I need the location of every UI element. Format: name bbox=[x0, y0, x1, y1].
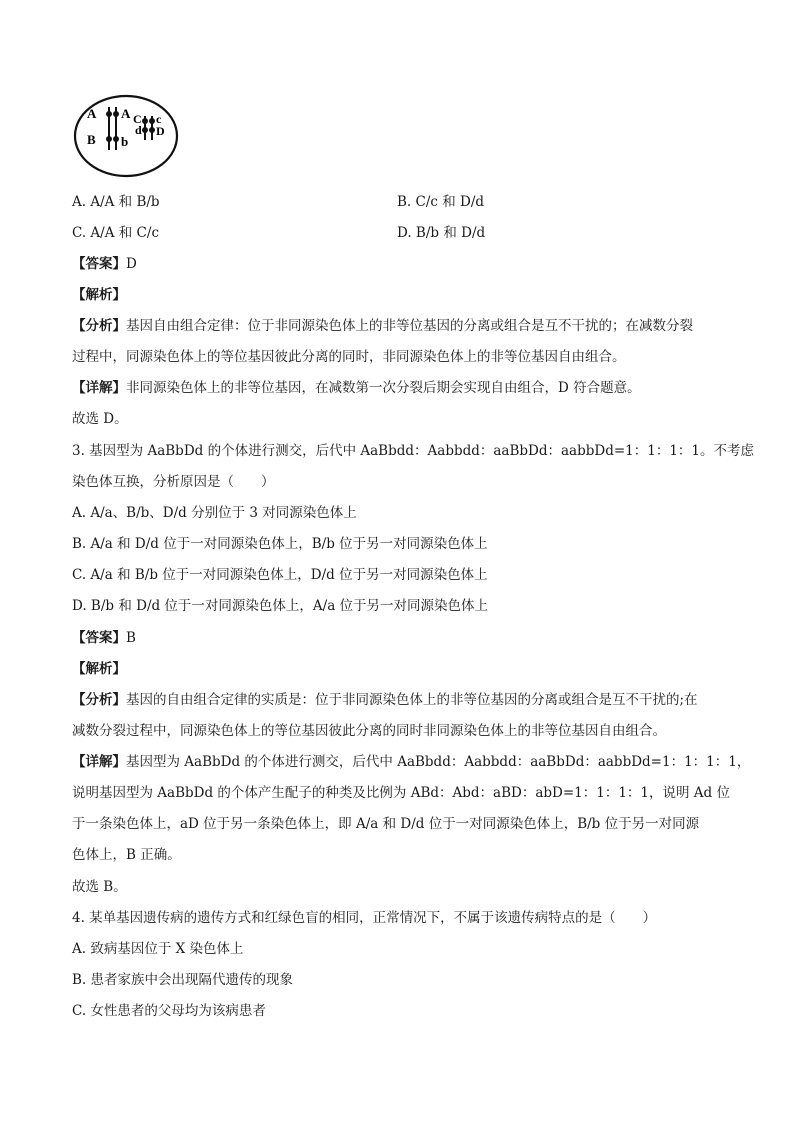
q3-answer bbox=[72, 628, 136, 648]
q3-detail-line-4: 色体上，B 正确。 bbox=[72, 847, 181, 863]
gene-dot bbox=[149, 127, 155, 133]
gene-dot bbox=[149, 118, 155, 124]
gene-dot bbox=[113, 136, 119, 142]
q3-analyze-line-2: 减数分裂过程中，同源染色体上的等位基因彼此分离的同时非同源染色体上的非等位基因自由组合。 bbox=[72, 723, 666, 739]
q2-option-b: B. C/c 和 D/d bbox=[397, 194, 485, 210]
q3-option-d: D. B/b 和 D/d 位于一对同源染色体上，A/a 位于另一对同源染色体上 bbox=[72, 598, 489, 614]
label-b: b bbox=[121, 134, 129, 149]
q3-option-c: C. A/a 和 B/b 位于一对同源染色体上，D/d 位于另一对同源染色体上 bbox=[72, 567, 488, 583]
detail-text: 非同源染色体上的非等位基因，在减数第一次分裂后期会实现自由组合，D 符合题意。 bbox=[126, 380, 641, 396]
label-B: B bbox=[87, 132, 96, 147]
q2-analysis-tag: 【解析】 bbox=[72, 287, 126, 303]
label-A-left: A bbox=[87, 106, 97, 121]
q4-option-b: B. 患者家族中会出现隔代遗传的现象 bbox=[72, 972, 294, 988]
answer-tag: 【答案】 bbox=[72, 256, 126, 272]
q2-analyze-line-2: 过程中，同源染色体上的等位基因彼此分离的同时，非同源染色体上的非等位基因自由组合。 bbox=[72, 349, 626, 365]
q3-option-a: A. A/a、B/b、D/d 分别位于 3 对同源染色体上 bbox=[72, 505, 357, 521]
label-d: d bbox=[135, 123, 142, 137]
q4-stem: 4. 某单基因遗传病的遗传方式和红绿色盲的相同，正常情况下，不属于该遗传病特点的是（ ） bbox=[72, 910, 657, 926]
label-D: D bbox=[156, 124, 165, 138]
q3-detail-line-1 bbox=[72, 752, 750, 772]
analyze-tag: 【分析】 bbox=[72, 692, 126, 708]
q3-conclusion: 故选 B。 bbox=[72, 879, 127, 895]
label-A-right: A bbox=[121, 106, 131, 121]
q4-option-c: C. 女性患者的父母均为该病患者 bbox=[72, 1003, 266, 1019]
q3-stem-1: 3. 基因型为 AaBbDd 的个体进行测交，后代中 AaBbdd：Aabbdd：aaBbDd：aabbDd=1：1：1：1。不考虑 bbox=[72, 443, 755, 459]
gene-dot bbox=[113, 111, 119, 117]
analyze-tag: 【分析】 bbox=[72, 318, 126, 334]
cell-diagram bbox=[72, 94, 182, 180]
q3-analyze-line-1 bbox=[72, 690, 698, 710]
answer-tag: 【答案】 bbox=[72, 630, 126, 646]
q3-detail-line-3: 于一条染色体上，aD 位于另一条染色体上，即 A/a 和 D/d 位于一对同源染色体上，B/b 位于另一对同源 bbox=[72, 816, 700, 832]
cell-figure bbox=[72, 94, 182, 180]
q3-detail-line-2: 说明基因型为 AaBbDd 的个体产生配子的种类及比例为 ABd：Abd：aBD：abD=1：1：1：1，说明 Ad 位 bbox=[72, 785, 730, 801]
gene-dot bbox=[106, 111, 112, 117]
analyze-text: 基因的自由组合定律的实质是：位于非同源染色体上的非等位基因的分离或组合是互不干扰的;在 bbox=[126, 692, 698, 708]
detail-tag: 【详解】 bbox=[72, 380, 126, 396]
q2-detail bbox=[72, 378, 641, 398]
q3-analysis-tag: 【解析】 bbox=[72, 661, 126, 677]
analyze-text: 基因自由组合定律：位于非同源染色体上的非等位基因的分离或组合是互不干扰的；在减数分裂 bbox=[126, 318, 693, 334]
q2-option-d: D. B/b 和 D/d bbox=[397, 225, 486, 241]
q2-option-c: C. A/A 和 C/c bbox=[72, 225, 159, 241]
label-c: c bbox=[156, 112, 162, 126]
gene-dot bbox=[142, 118, 148, 124]
answer-value: D bbox=[126, 256, 137, 272]
q2-conclusion: 故选 D。 bbox=[72, 411, 128, 427]
q3-stem-2: 染色体互换，分析原因是（ ） bbox=[72, 474, 275, 490]
q3-option-b: B. A/a 和 D/d 位于一对同源染色体上，B/b 位于另一对同源染色体上 bbox=[72, 536, 488, 552]
q4-option-a: A. 致病基因位于 X 染色体上 bbox=[72, 941, 244, 957]
detail-tag: 【详解】 bbox=[72, 754, 126, 770]
answer-value: B bbox=[126, 630, 136, 646]
gene-dot bbox=[142, 127, 148, 133]
detail-text: 基因型为 AaBbDd 的个体进行测交，后代中 AaBbdd：Aabbdd：aaBbDd：aabbDd=1：1：1：1， bbox=[126, 754, 751, 770]
q2-analyze-line-1 bbox=[72, 316, 693, 336]
q2-option-a: A. A/A 和 B/b bbox=[72, 194, 160, 210]
gene-dot bbox=[106, 136, 112, 142]
label-C: C bbox=[133, 112, 142, 126]
q2-answer bbox=[72, 254, 137, 274]
